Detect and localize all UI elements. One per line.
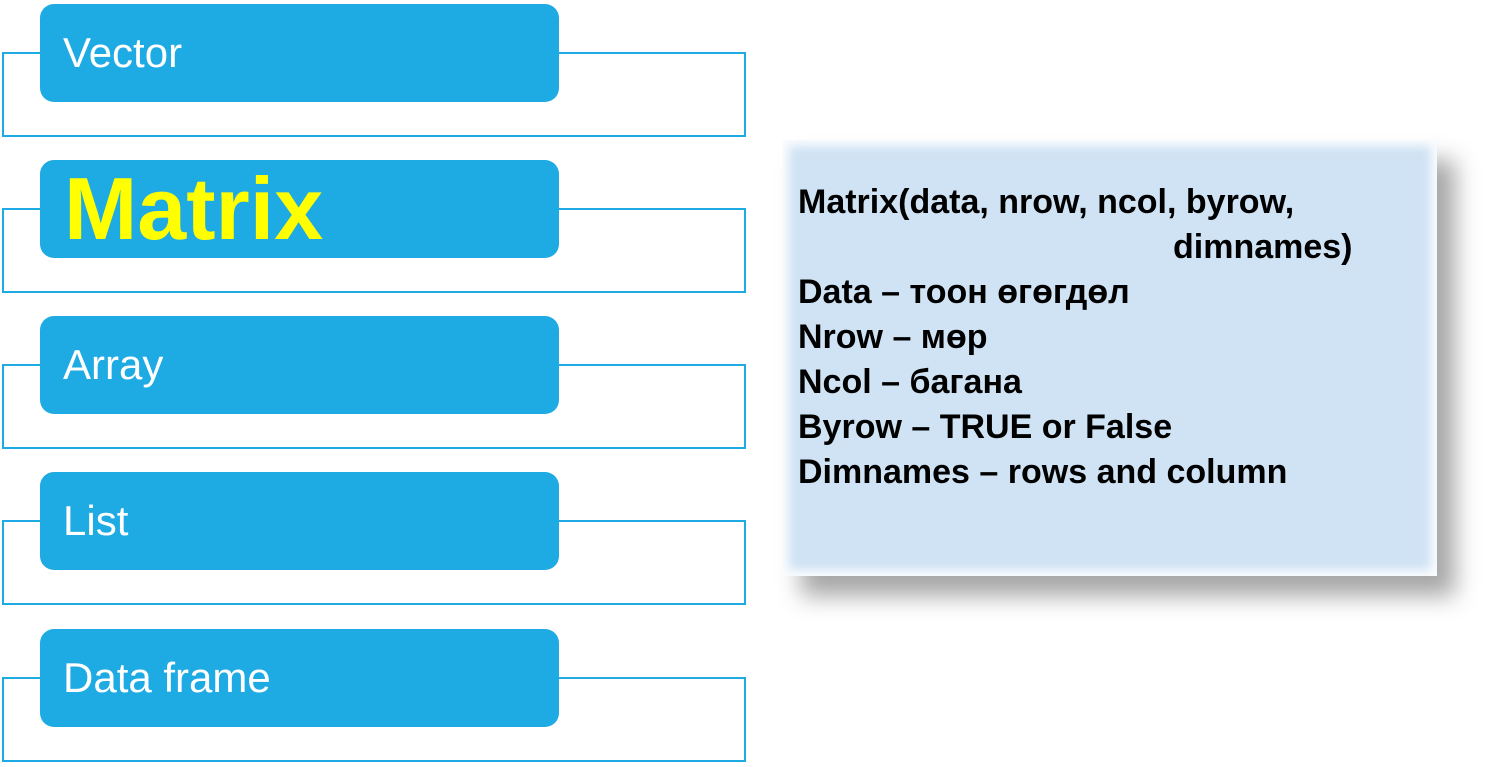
matrix-label: Matrix [64, 159, 324, 258]
ncol-param-line: Ncol – багана [798, 363, 1022, 401]
list-label: List [63, 497, 129, 544]
dimnames-param-line: Dimnames – rows and column [798, 453, 1288, 491]
vector-box[interactable] [40, 4, 559, 102]
matrix-info-box [783, 140, 1437, 576]
list-box[interactable] [40, 472, 559, 570]
array-label: Array [63, 341, 164, 388]
data-frame-label: Data frame [63, 654, 271, 701]
matrix-box[interactable] [40, 160, 559, 258]
matrix-signature-line: Matrix(data, nrow, ncol, byrow, [798, 183, 1295, 221]
vector-label: Vector [63, 29, 183, 76]
matrix-info-text [798, 180, 1418, 495]
matrix-signature-continuation: dimnames) [1173, 228, 1353, 266]
data-param-line: Data – тоон өгөгдөл [798, 273, 1130, 311]
nrow-param-line: Nrow – мөр [798, 318, 988, 356]
byrow-param-line: Byrow – TRUE or False [798, 408, 1173, 446]
array-box[interactable] [40, 316, 559, 414]
data-frame-box[interactable] [40, 629, 559, 727]
